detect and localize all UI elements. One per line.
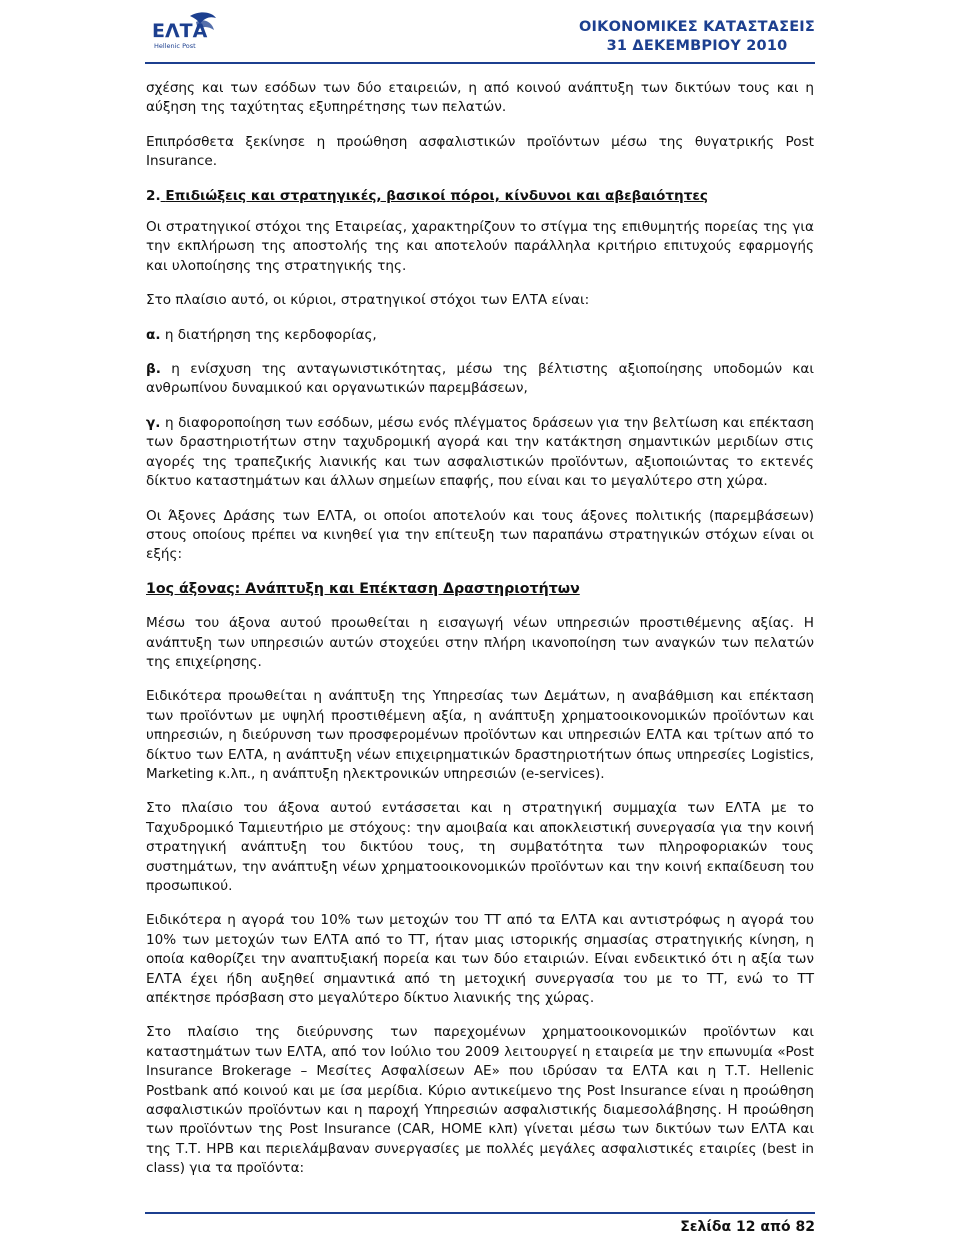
logo-text: ΕΛΤΑ [152, 20, 208, 42]
paragraph: Στο πλαίσιο της διεύρυνσης των παρεχομένων χρηματοοικονομικών προϊόντων και καταστημάτων των ΕΛΤΑ, από τον Ιούλιο του 2009 λειτουργεί η εταιρεία με την επωνυμία «Post Insurance Brokerage – Μεσίτες Ασφαλίσεων ΑΕ» που ιδρύσαν τα ΕΛΤΑ και η Τ.Τ. Hellenic Postbank από κοινού και με ίσα μερίδια. Κύριο αντικείμενο της Post Insurance είναι η προώθηση ασφαλιστικών προϊόντων και η παροχή Υπηρεσιών ασφαλιστικής διαμεσολάβησης. Η προώθηση των προϊόντων της Post Insurance (CAR, HOME κλπ) γίνεται μέσω των δικτύων των ΕΛΤΑ και της Τ.Τ. ΗΡΒ και περιελάμβαναν συνεργασίες με πολλές μεγάλες ασφαλιστικές εταιρίες (best in class) για τα προϊόντα: [146, 1024, 814, 1177]
paragraph: Στο πλαίσιο αυτό, οι κύριοι, στρατηγικοί στόχοι των ΕΛΤΑ είναι: [146, 292, 590, 309]
elta-logo-icon [150, 8, 220, 54]
paragraph: σχέσης και των εσόδων των δύο εταιρειών, η από κοινού ανάπτυξη των δικτύων τους και η αύξηση της ταχύτητας εξυπηρέτησης των πελατών. [146, 80, 814, 116]
header-title [579, 18, 815, 56]
paragraph: Στο πλαίσιο του άξονα αυτού εντάσσεται και η στρατηγική συμμαχία των ΕΛΤΑ με το Ταχυδρομικό Ταμιευτήριο με στόχους: την αμοιβαία και αποκλειστική συνεργασία για την κοινή στρατηγική ανάπτυξη του δικτύου τους, τη συμβατότητα των πληροφοριακών τους συστημάτων, την ανάπτυξη νέων χρηματοοικονομικών προϊόντων και την κοινή εκπαίδευση του προσωπικού. [146, 800, 814, 894]
paragraph: Επιπρόσθετα ξεκίνησε η προώθηση ασφαλιστικών προϊόντων μέσω της θυγατρικής Post Insurance. [146, 133, 814, 170]
page-header [0, 0, 960, 62]
paragraph: Μέσω του άξονα αυτού προωθείται η εισαγωγή νέων υπηρεσιών προστιθέμενης αξίας. Η ανάπτυξη των υπηρεσιών αυτών στοχεύει στην πλήρη ικανοποίηση των αναγκών των πελατών της επιχείρησης. [146, 615, 814, 670]
paragraph: Ειδικότερα προωθείται η ανάπτυξη της Υπηρεσίας των Δεμάτων, η αναβάθμιση και επέκταση των προϊόντων με υψηλή προστιθέμενη αξία, η ανάπτυξη χρηματοοικονομικών προϊόντων και υπηρεσιών, η διεύρυνση των προσφερομένων προϊόντων και υπηρεσιών ΕΛΤΑ και τρίτων από το δίκτυο των ΕΛΤΑ, η ανάπτυξη νέων επιχειρηματικών δραστηριοτήτων όπως υπηρεσίες Logistics, Marketing κ.λπ., η ανάπτυξη ηλεκτρονικών υπηρεσιών (e-services). [146, 688, 814, 782]
header-title-line1: ΟΙΚΟΝΟΜΙΚΕΣ ΚΑΤΑΣΤΑΣΕΙΣ [579, 19, 815, 35]
list-label: α. [146, 326, 161, 343]
document-body [146, 79, 814, 1194]
list-label: γ. [146, 414, 161, 431]
section-title: Επιδιώξεις και στρατηγικές, βασικοί πόροι, κίνδυνοι και αβεβαιότητες [165, 187, 708, 204]
logo-subtext: Hellenic Post [154, 42, 196, 50]
section-heading [146, 187, 814, 206]
paragraph: Οι Άξονες Δράσης των ΕΛΤΑ, οι οποίοι αποτελούν και τους άξονες πολιτικής (παρεμβάσεων) στους οποίους πρέπει να κινηθεί για την επίτευξη των παραπάνω στρατηγικών στόχων είναι οι εξής: [146, 507, 814, 563]
list-item-b [146, 360, 814, 399]
list-text: η διαφοροποίηση των εσόδων, μέσω ενός πλέγματος δράσεων για την βελτίωση και επέκταση των δραστηριοτήτων στην ταχυδρομική αγορά και την κατάκτηση σημαντικών μεριδίων στις αγορές της τραπεζικής λιανικής και των ασφαλιστικών προϊόντων, αξιοποιώντας το εκτενές δίκτυο καταστημάτων και άλλων σημείων επαφής, που είναι και το μεγαλύτερο στη χώρα. [146, 414, 814, 490]
page-number: Σελίδα 12 από 82 [680, 1219, 815, 1235]
footer-divider [145, 1212, 815, 1214]
list-text: η ενίσχυση της ανταγωνιστικότητας, μέσω της βέλτιστης αξιοποίησης υποδομών και ανθρωπίνου δυναμικού και οργανωτικών παρεμβάσεων, [146, 361, 814, 397]
paragraph: Ειδικότερα η αγορά του 10% των μετοχών του ΤΤ από τα ΕΛΤΑ και αντιστρόφως η αγορά του 10% των μετοχών των ΕΛΤΑ από το ΤΤ, ήταν μιας ιστορικής σημασίας στρατηγικής κίνηση, η οποία καθορίζει την αναπτυξιακή πορεία και των δύο εταιριών. Είναι ενδεικτικό ότι η αξία των ΕΛΤΑ έχει ήδη αυξηθεί σημαντικά από τη μετοχική συνεργασία του με το ΤΤ, ενώ το ΤΤ απέκτησε πρόσβαση στο μεγαλύτερο δίκτυο λιανικής της χώρας. [146, 912, 814, 1007]
list-item-a [146, 326, 814, 345]
list-label: β. [146, 361, 161, 378]
list-item-c [146, 414, 814, 492]
header-divider [145, 62, 815, 64]
header-title-line2: 31 ΔΕΚΕΜΒΡΙΟΥ 2010 [606, 38, 788, 54]
section-number: 2. [146, 187, 161, 204]
axis-heading: 1ος άξονας: Ανάπτυξη και Επέκταση Δραστηριοτήτων [146, 580, 580, 597]
paragraph: Οι στρατηγικοί στόχοι της Εταιρείας, χαρακτηρίζουν το στίγμα της επιθυμητής πορείας της για την εκπλήρωση της αποστολής της και αποτελούν παράλληλα κριτήριο επιτυχούς εφαρμογής και υλοποίησης της στρατηγικής της. [146, 219, 814, 274]
list-text: η διατήρηση της κερδοφορίας, [160, 326, 377, 343]
